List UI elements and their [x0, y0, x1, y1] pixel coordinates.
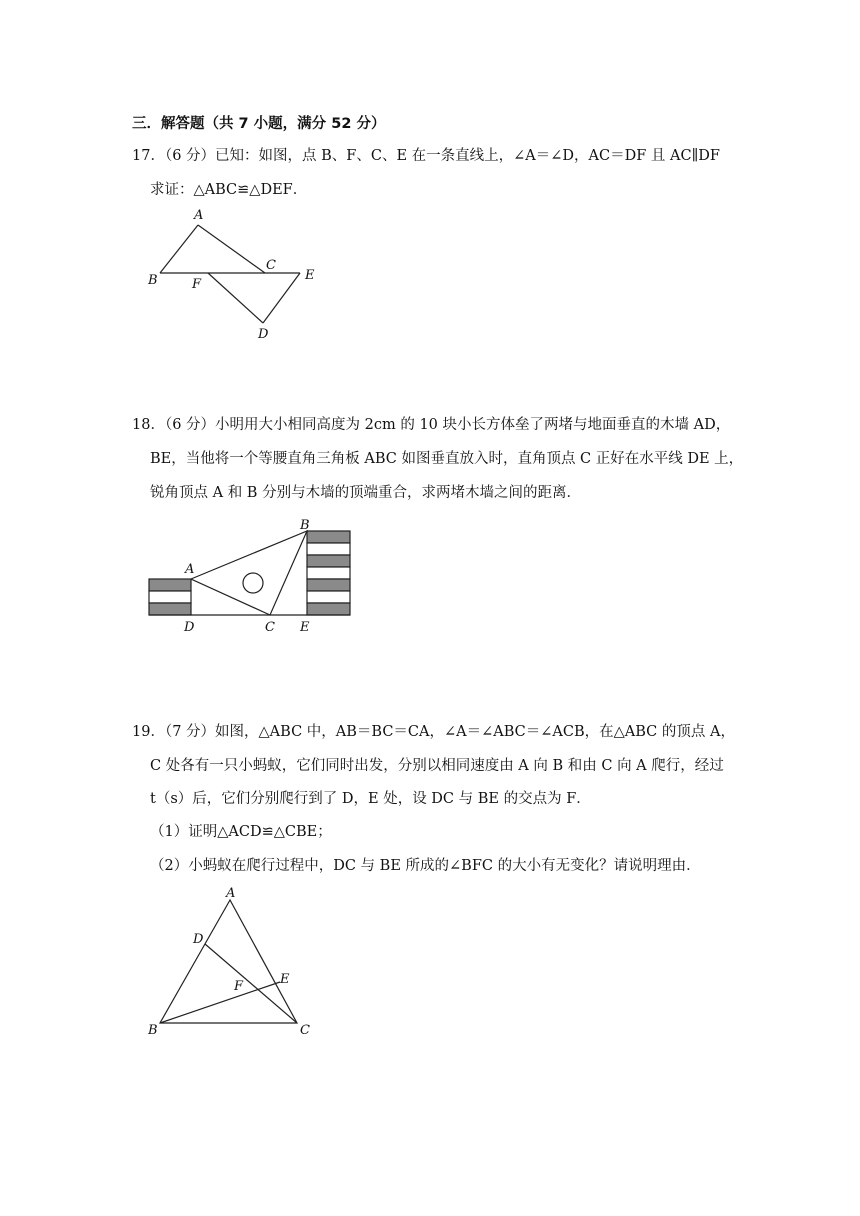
q19-line-2: C 处各有一只小蚂蚁，它们同时出发，分别以相同速度由 A 向 B 和由 C 向 A 爬行，经过: [150, 758, 724, 774]
q19-line-3: t（s）后，它们分别爬行到了 D，E 处，设 DC 与 BE 的交点为 F．: [150, 791, 591, 807]
label-e: E: [305, 268, 315, 283]
label-b: B: [148, 273, 158, 288]
right-wall-brick: [307, 591, 350, 603]
q17-figure: [140, 205, 340, 345]
q19-figure: [140, 880, 340, 1040]
label-c: C: [266, 258, 276, 273]
label-d: D: [193, 932, 204, 947]
segment-fd: [208, 273, 263, 323]
left-wall-brick: [149, 603, 191, 615]
label-a: A: [194, 208, 204, 223]
right-wall-brick: [307, 567, 350, 579]
label-f: F: [234, 979, 244, 994]
triangle-abc: [160, 900, 297, 1023]
q17-line-2: 求证：△ABC≌△DEF．: [150, 182, 308, 198]
section-title: 三．解答题（共 7 小题，满分 52 分）: [132, 116, 386, 132]
label-b: B: [148, 1023, 158, 1038]
right-wall-brick: [307, 531, 350, 543]
q18-line-1: 18．（6 分）小明用大小相同高度为 2cm 的 10 块小长方体垒了两堵与地面垂直的木墙 AD，: [132, 417, 731, 433]
segment-ac: [198, 225, 265, 273]
triangle-abc: [191, 531, 307, 615]
q17-line-1: 17．（6 分）已知：如图，点 B、F、C、E 在一条直线上，∠A＝∠D，AC＝DF 且 AC∥DF: [132, 148, 720, 164]
label-b: B: [300, 518, 310, 533]
label-d: D: [184, 620, 195, 635]
segment-be: [160, 982, 280, 1023]
segment-ab: [160, 225, 198, 273]
label-a: A: [226, 886, 236, 901]
q18-line-3: 锐角顶点 A 和 B 分别与木墙的顶端重合，求两堵木墙之间的距离．: [150, 485, 582, 501]
q19-part-1: （1）证明△ACD≌△CBE；: [150, 824, 332, 840]
q18-line-2: BE，当他将一个等腰直角三角板 ABC 如图垂直放入时，直角顶点 C 正好在水平线 DE 上，: [150, 451, 744, 467]
right-wall-brick: [307, 543, 350, 555]
left-wall-brick: [149, 591, 191, 603]
label-a: A: [185, 562, 195, 577]
label-d: D: [258, 327, 269, 342]
triangle-hole: [243, 573, 263, 593]
right-wall-brick: [307, 579, 350, 591]
label-c: C: [265, 620, 275, 635]
right-wall-brick: [307, 555, 350, 567]
label-e: E: [300, 620, 310, 635]
q18-figure: [140, 515, 360, 640]
q19-part-2: （2）小蚂蚁在爬行过程中，DC 与 BE 所成的∠BFC 的大小有无变化？请说明理由．: [150, 858, 701, 874]
q19-line-1: 19．（7 分）如图，△ABC 中，AB＝BC＝CA，∠A＝∠ABC＝∠ACB，在△ABC 的顶点 A，: [132, 724, 735, 740]
label-c: C: [300, 1023, 310, 1038]
label-e: E: [280, 972, 290, 987]
label-f: F: [192, 277, 202, 292]
segment-de: [263, 273, 300, 323]
right-wall-brick: [307, 603, 350, 615]
left-wall-brick: [149, 579, 191, 591]
